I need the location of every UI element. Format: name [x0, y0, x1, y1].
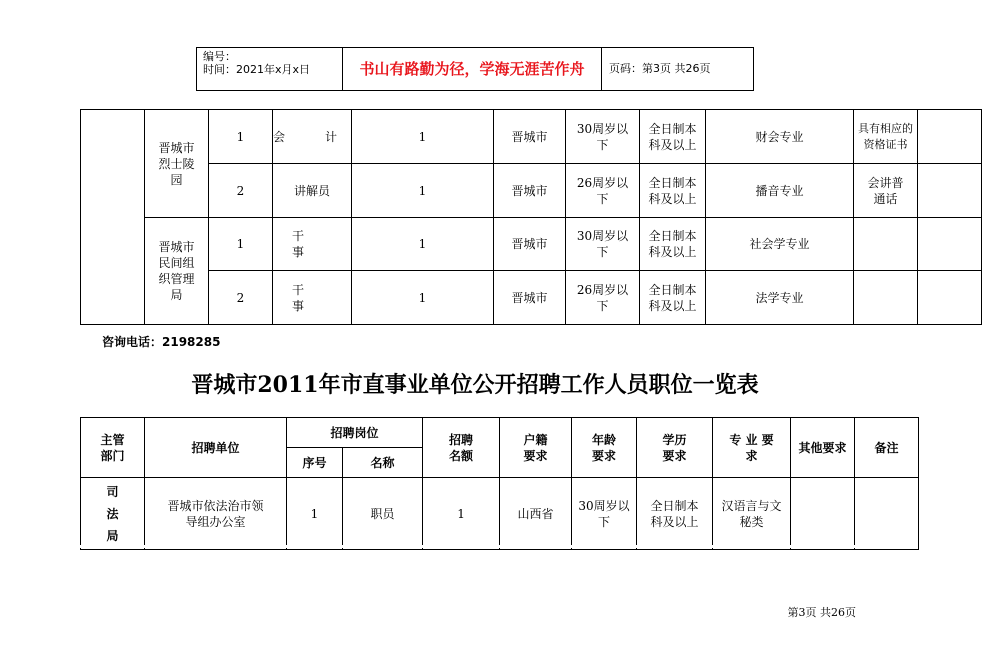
edu-cell: 全日制本科及以上	[640, 110, 706, 164]
header-age: 年龄要求	[572, 418, 637, 478]
age-cell: 26周岁以下	[566, 271, 640, 325]
other-cell	[854, 218, 918, 271]
table-row	[81, 478, 919, 550]
note-cell	[918, 164, 982, 218]
major-cell: 社会学专业	[706, 218, 854, 271]
edu-cell: 全日制本科及以上	[640, 164, 706, 218]
header-name: 名称	[343, 448, 423, 478]
table-cut-edge	[80, 545, 898, 548]
seq-cell: 1	[209, 110, 273, 164]
edu-cell: 全日制本科及以上	[637, 478, 713, 550]
hukou-cell: 晋城市	[494, 271, 566, 325]
dept-cell: 司法局	[81, 478, 145, 550]
header-count: 招聘名额	[423, 418, 500, 478]
count-cell: 1	[352, 218, 494, 271]
seq-cell: 2	[209, 164, 273, 218]
hukou-cell: 山西省	[500, 478, 572, 550]
unit-cell: 晋城市民间组织管理局	[145, 218, 209, 325]
footer-page-number: 第3页 共26页	[787, 606, 856, 619]
other-cell: 具有相应的资格证书	[854, 110, 918, 164]
table-row	[81, 218, 982, 271]
unit-cell: 晋城市烈士陵园	[145, 110, 209, 218]
header-time: 时间：2021年x月x日	[203, 63, 311, 76]
header-seq: 序号	[287, 448, 343, 478]
header-meta	[197, 48, 343, 90]
age-cell: 30周岁以下	[566, 110, 640, 164]
table-row	[81, 164, 982, 218]
contact-phone: 咨询电话：2198285	[102, 335, 221, 349]
name-cell	[273, 271, 373, 325]
other-cell	[854, 271, 918, 325]
major-cell: 财会专业	[706, 110, 854, 164]
header-unit: 招聘单位	[145, 418, 287, 478]
table-row	[81, 271, 982, 325]
seq-cell: 1	[287, 478, 343, 550]
other-cell: 会讲普通话	[854, 164, 918, 218]
dept-cell	[81, 110, 145, 325]
major-cell: 播音专业	[706, 164, 854, 218]
header-major: 专 业 要 求	[713, 418, 791, 478]
unit-cell: 晋城市依法治市领导组办公室	[145, 478, 287, 550]
header-post: 招聘岗位	[287, 418, 423, 448]
note-cell	[918, 271, 982, 325]
count-cell: 1	[352, 271, 494, 325]
major-cell: 法学专业	[706, 271, 854, 325]
age-cell: 26周岁以下	[566, 164, 640, 218]
hukou-cell: 晋城市	[494, 218, 566, 271]
page-title: 晋城市2011年市直事业单位公开招聘工作人员职位一览表	[191, 372, 759, 398]
note-cell	[918, 110, 982, 164]
hukou-cell: 晋城市	[494, 164, 566, 218]
count-cell: 1	[423, 478, 500, 550]
header-bianhao: 编号：	[203, 50, 236, 63]
page-header	[196, 47, 754, 91]
header-other: 其他要求	[791, 418, 855, 478]
name-cell	[273, 218, 373, 271]
table-row	[81, 110, 982, 164]
seq-cell: 2	[209, 271, 273, 325]
header-motto: 书山有路勤为径，学海无涯苦作舟	[343, 48, 602, 90]
major-cell: 汉语言与文秘类	[713, 478, 791, 550]
edu-cell: 全日制本科及以上	[640, 271, 706, 325]
count-cell: 1	[352, 164, 494, 218]
name-cell: 讲解员	[273, 164, 352, 218]
header-hukou: 户籍要求	[500, 418, 572, 478]
other-cell	[791, 478, 855, 550]
name-cell	[273, 110, 352, 164]
hukou-cell: 晋城市	[494, 110, 566, 164]
note-cell	[855, 478, 919, 550]
header-edu: 学历要求	[637, 418, 713, 478]
name-text: 干 事	[291, 282, 373, 313]
name-text: 干 事	[291, 229, 373, 259]
edu-cell: 全日制本科及以上	[640, 218, 706, 271]
seq-cell: 1	[209, 218, 273, 271]
positions-table	[80, 417, 919, 550]
table-header-row	[81, 418, 919, 448]
header-page: 页码：第3页 共26页	[609, 62, 711, 75]
age-cell: 30周岁以下	[566, 218, 640, 271]
positions-table-continued	[80, 109, 982, 325]
name-cell: 职员	[343, 478, 423, 550]
note-cell	[918, 218, 982, 271]
age-cell: 30周岁以下	[572, 478, 637, 550]
count-cell: 1	[352, 110, 494, 164]
name-text: 会 计	[273, 129, 352, 144]
header-note: 备注	[855, 418, 919, 478]
header-dept: 主管部门	[81, 418, 145, 478]
